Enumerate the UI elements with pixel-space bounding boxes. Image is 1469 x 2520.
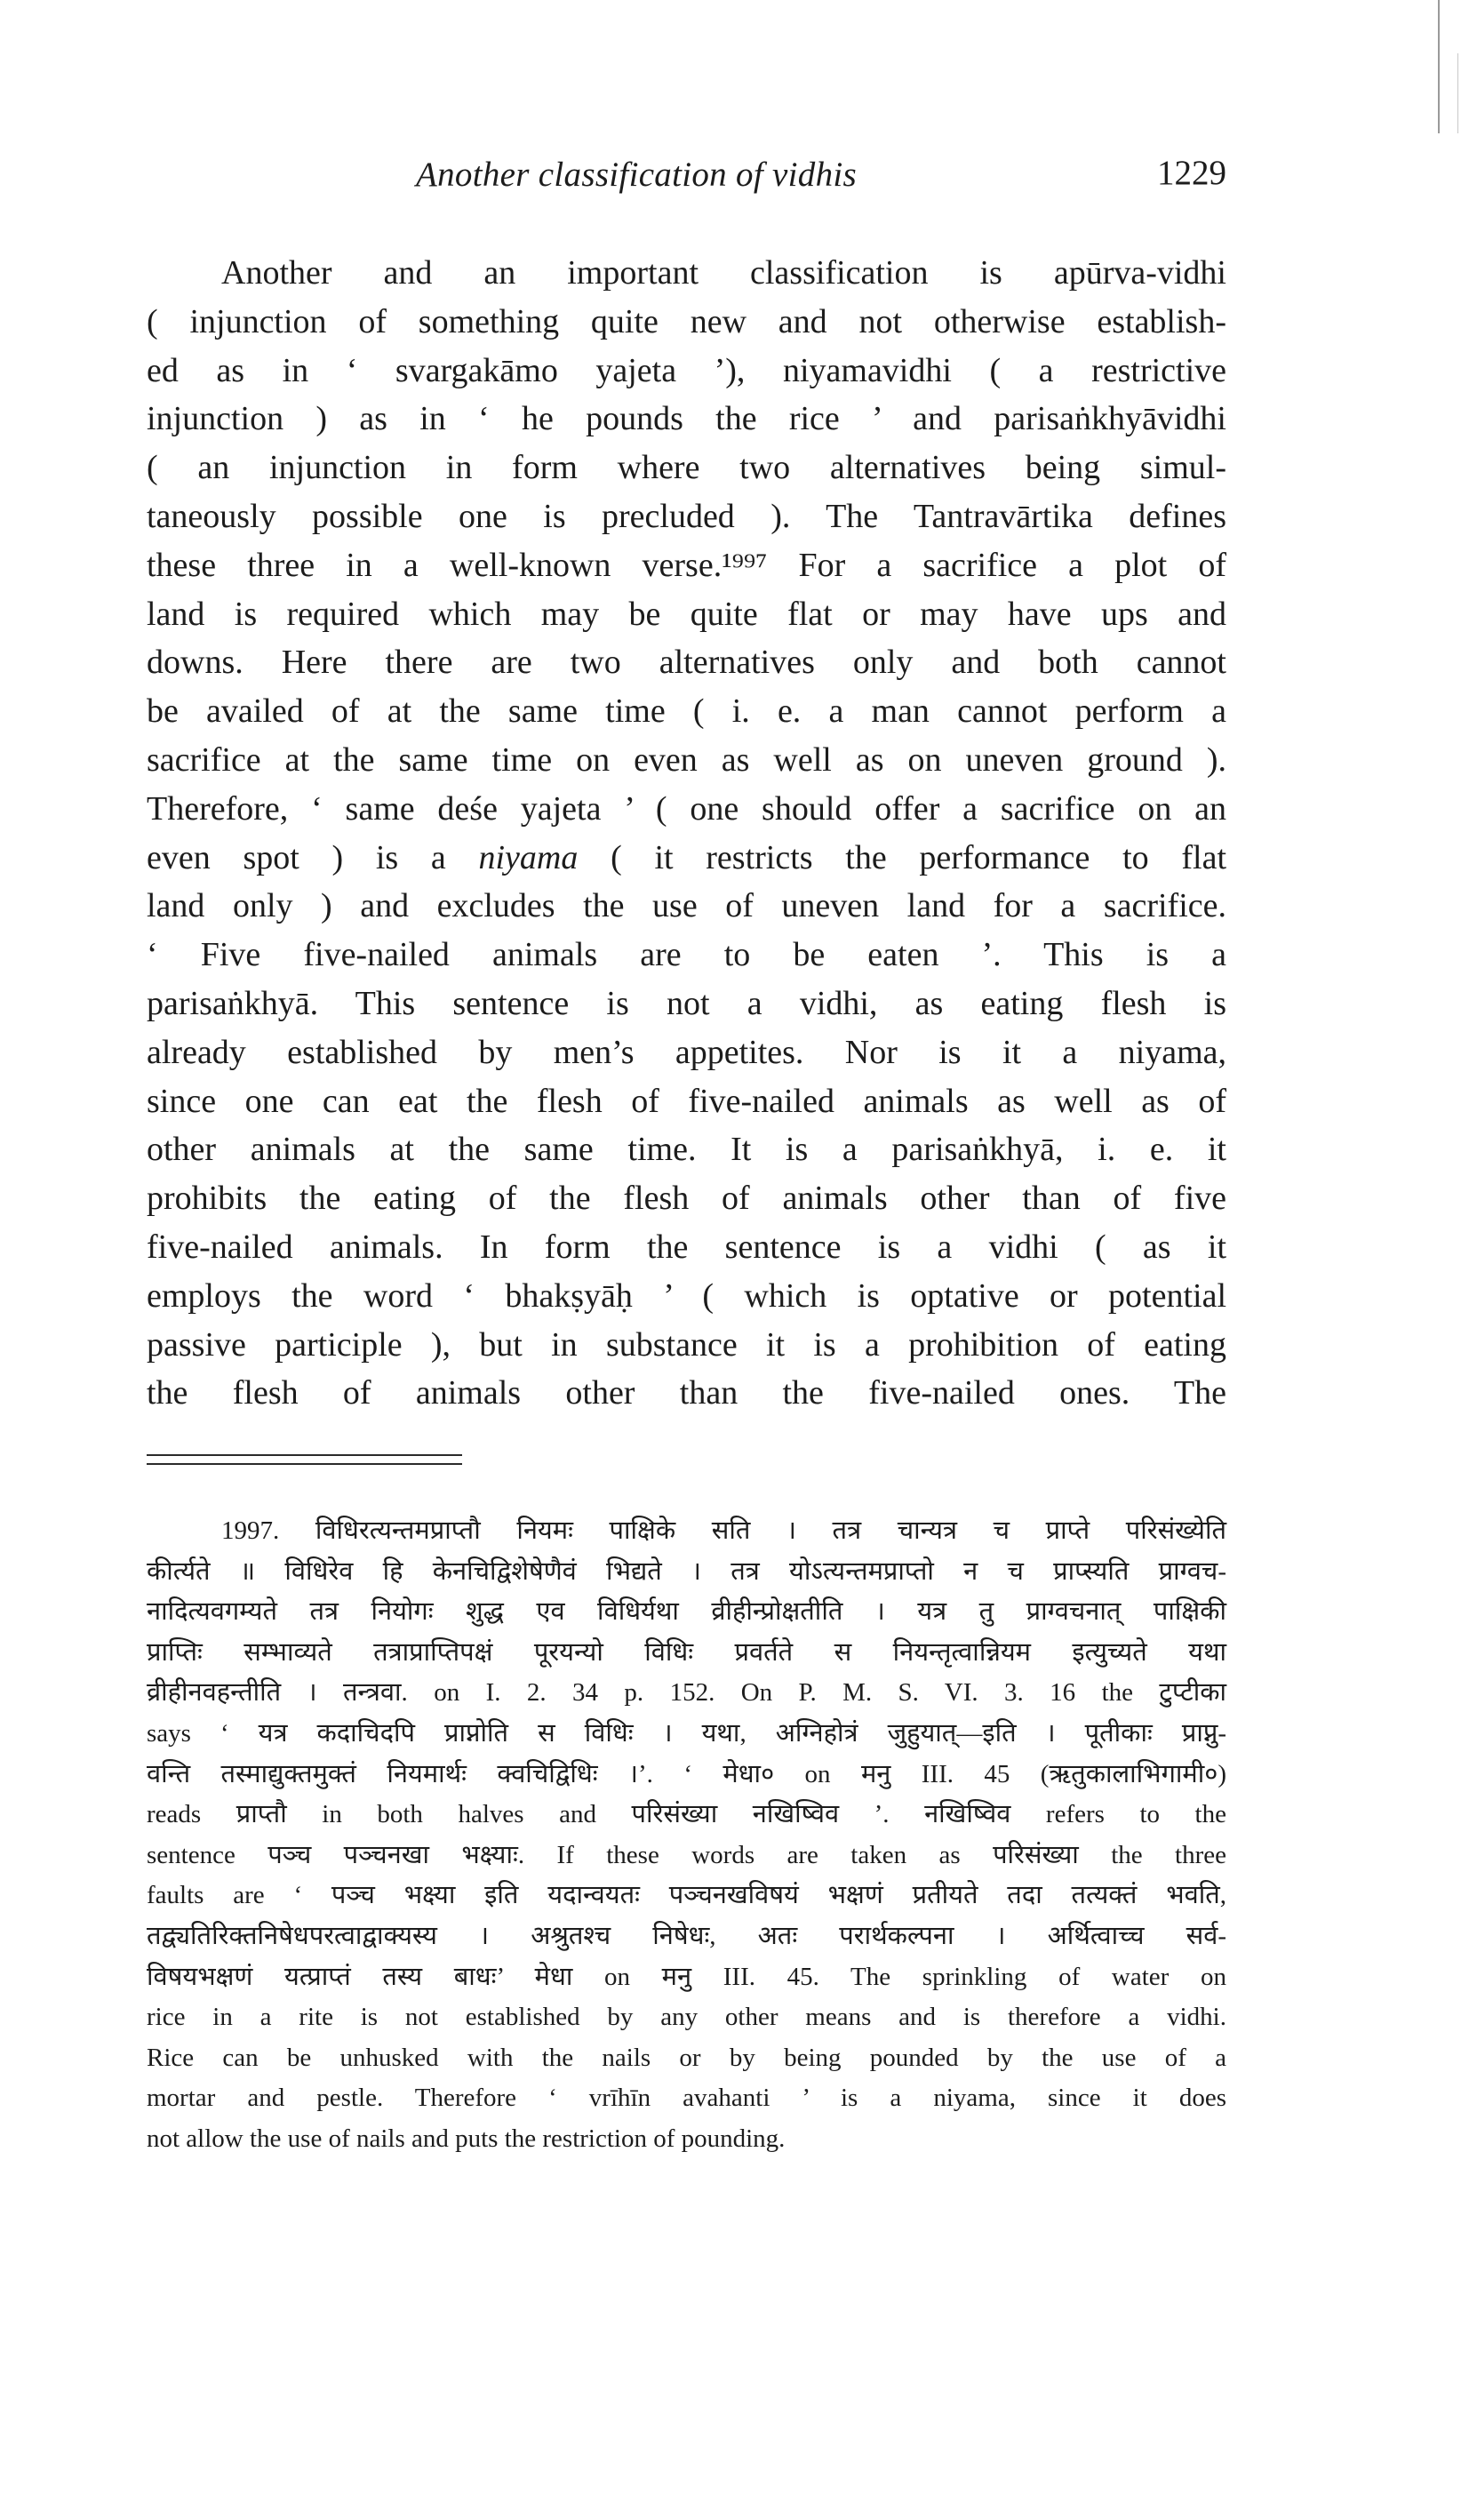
footnote-line: reads प्राप्तौ in both halves and परिसंख्या नखिष्विव ’. नखिष्विव refers to the xyxy=(147,1800,1226,1829)
body-line: since one can eat the flesh of five-nailed animals as well as of xyxy=(147,1082,1226,1120)
footnote-line: नादित्यवगम्यते तत्र नियोगः शुद्ध एव विधिर्यथा व्रीहीन्प्रोक्षतीति । यत्र तु प्राग्वचनात् पाक्षिकी xyxy=(147,1597,1226,1627)
page-edge-line xyxy=(1457,53,1458,133)
footnote-line: कीर्त्यते ॥ विधिरेव हि केनचिद्विशेषेणैवं भिद्यते । तत्र योऽत्यन्तमप्राप्तो न च प्राप्स्यति प्राग्वच- xyxy=(147,1556,1226,1586)
body-line: taneously possible one is precluded ). The Tantravārtika defines xyxy=(147,497,1226,535)
footnote-1997 xyxy=(147,1511,1226,2160)
body-line: land is required which may be quite flat or may have ups and xyxy=(147,595,1226,633)
body-line: ( injunction of something quite new and not otherwise establish- xyxy=(147,302,1226,340)
body-text xyxy=(147,249,1226,1418)
footnote-separator-rule xyxy=(147,1463,462,1465)
body-line-head: even spot ) is a xyxy=(147,838,479,876)
footnote-line: 1997. विधिरत्यन्तमप्राप्तौ नियमः पाक्षिके सति । तत्र चान्यत्र च प्राप्ते परिसंख्येति xyxy=(221,1516,1226,1545)
body-line: be availed of at the same time ( i. e. a man cannot perform a xyxy=(147,692,1226,731)
footnote-line: mortar and pestle. Therefore ‘ vrīhīn avahanti ’ is a niyama, since it does xyxy=(147,2084,1226,2113)
body-line: Another and an important classification is apūrva-vidhi xyxy=(221,254,1226,292)
body-line: other animals at the same time. It is a parisaṅkhyā, i. e. it xyxy=(147,1131,1226,1169)
body-line: downs. Here there are two alternatives only and both cannot xyxy=(147,644,1226,682)
footnote-separator-rule xyxy=(147,1454,462,1456)
body-line: parisaṅkhyā. This sentence is not a vidhi, as eating flesh is xyxy=(147,984,1226,1022)
body-line: prohibits the eating of the flesh of animals other than of five xyxy=(147,1180,1226,1218)
body-line: the flesh of animals other than the five-nailed ones. The xyxy=(147,1374,1226,1412)
footnote-line: says ‘ यत्र कदाचिदपि प्राप्नोति स विधिः । यथा, अग्निहोत्रं जुहुयात्—इति । पूतीकाः प्राप्नु- xyxy=(147,1718,1226,1748)
footnote-line: not allow the use of nails and puts the restriction of pounding. xyxy=(147,2124,786,2153)
footnote-line: विषयभक्षणं यत्प्राप्तं तस्य बाधः’ मेधा on मनु III. 45. The sprinkling of water on xyxy=(147,1962,1226,1991)
page-number: 1229 xyxy=(1157,154,1226,192)
running-title: Another classification of vidhis xyxy=(416,156,857,194)
body-line: ‘ Five five-nailed animals are to be eaten ’. This is a xyxy=(147,936,1226,974)
body-line: these three in a well-known verse.¹⁹⁹⁷ For a sacrifice a plot of xyxy=(147,546,1226,584)
body-line: injunction ) as in ‘ he pounds the rice ’ and parisaṅkhyāvidhi xyxy=(147,400,1226,438)
body-line: passive participle ), but in substance it is a prohibition of eating xyxy=(147,1325,1226,1364)
page-edge-line xyxy=(1438,0,1440,133)
footnote-line: faults are ‘ पञ्च भक्ष्या इति यदान्वयतः पञ्चनखविषयं भक्षणं प्रतीयते तदा तत्यक्तं भवति, xyxy=(147,1881,1226,1910)
footnote-line: व्रीहीनवहन्तीति । तन्त्रवा. on I. 2. 34 p. 152. On P. M. S. VI. 3. 16 the टुप्टीका xyxy=(147,1678,1226,1708)
body-line: already established by men’s appetites. Nor is it a niyama, xyxy=(147,1033,1226,1071)
italic-term-niyama: niyama xyxy=(478,838,579,876)
footnote-line: rice in a rite is not established by any other means and is therefore a vidhi. xyxy=(147,2003,1226,2032)
footnote-line: sentence पञ्च पञ्चनखा भक्ष्याः. If these words are taken as परिसंख्या the three xyxy=(147,1840,1226,1869)
body-line: five-nailed animals. In form the sentence is a vidhi ( as it xyxy=(147,1228,1226,1266)
body-line-with-italic xyxy=(147,834,1226,883)
body-line: employs the word ‘ bhakṣyāḥ ’ ( which is optative or potential xyxy=(147,1276,1226,1315)
footnote-line: वन्ति तस्माद्युक्तमुक्तं नियमार्थः क्वचिद्विधिः ।’. ‘ मेधा० on मनु III. 45 (ऋतुकालाभिगामी०) xyxy=(147,1759,1226,1788)
running-head xyxy=(147,151,1226,204)
body-line: sacrifice at the same time on even as well as on uneven ground ). xyxy=(147,740,1226,779)
footnote-line: प्राप्तिः सम्भाव्यते तत्राप्राप्तिपक्षं पूरयन्यो विधिः प्रवर्तते स नियन्तृत्वान्नियम इत्युच्यते यथा xyxy=(147,1637,1226,1667)
body-line: ed as in ‘ svargakāmo yajeta ’), niyamavidhi ( a restrictive xyxy=(147,351,1226,389)
body-line-tail: ( it restricts the performance to flat xyxy=(578,838,1226,876)
body-line: Therefore, ‘ same deśe yajeta ’ ( one should offer a sacrifice on an xyxy=(147,789,1226,828)
footnote-line: Rice can be unhusked with the nails or by being pounded by the use of a xyxy=(147,2043,1226,2072)
footnote-line: तद्व्यतिरिक्तनिषेधपरत्वाद्वाक्यस्य । अश्रुतश्च निषेधः, अतः परार्थकल्पना । अर्थित्वाच्च सर्व- xyxy=(147,1921,1226,1950)
body-line: ( an injunction in form where two alternatives being simul- xyxy=(147,449,1226,487)
body-line: land only ) and excludes the use of uneven land for a sacrifice. xyxy=(147,887,1226,925)
